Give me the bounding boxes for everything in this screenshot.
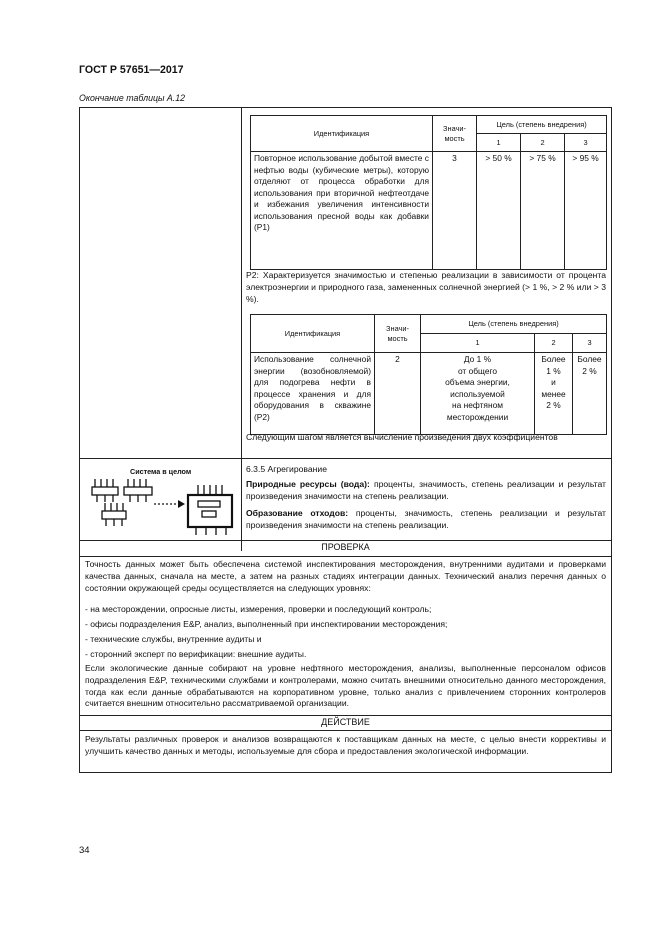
row-identification: Использование солнечной энергии (возобновляемой) для подогрева нефти в процессе хранения и для оборудования в скважине (Р2)	[251, 353, 375, 435]
header-identification: Идентификация	[251, 116, 433, 152]
check-item-1: - на месторождении, опросные листы, измерения, проверки и последующий контроль;	[85, 604, 432, 614]
check-item-3: - технические службы, внутренние аудиты и	[85, 634, 262, 644]
row-identification: Повторное использование добытой вместе с нефтью воды (кубические метры), которую отделяют от процесса обработки для использования при вторичной нефтеотдаче и избежания увеличения интенсивности использования пресной воды как добавки (Р1)	[251, 152, 433, 270]
header-goal-1: 1	[421, 334, 535, 353]
row-divider	[80, 458, 611, 459]
header-goal: Цель (степень внедрения)	[421, 315, 607, 334]
natural-resources-text: проценты, значимость, степень реализации и результат произведения значимости на степень реализации.	[246, 479, 606, 501]
next-step-text: Следующим шагом является вычисление произведения двух коэффициентов	[246, 432, 558, 442]
figure-title: Система в целом	[130, 467, 192, 476]
standard-number: ГОСТ Р 57651—2017	[79, 64, 184, 76]
table-caption: Окончание таблицы А.12	[79, 93, 186, 103]
row-goal-1: > 50 %	[477, 152, 521, 270]
header-significance: Значи- мость	[433, 116, 477, 152]
waste-text: проценты, значимость, степень реализации и результат произведения значимости на степень реализации.	[246, 508, 606, 530]
check-intro: Точность данных может быть обеспечена системой инспектирования месторождения, внутренними аудитами и проверками качества данных, сначала на месте, а затем на разных стадиях интеграции данных. Технический анализ перечня данных о состоянии окружающей среды осуществляется на следующих уровнях:	[85, 559, 606, 593]
check-item-2: - офисы подразделения E&P, анализ, выполненный при инспектировании месторождения;	[85, 619, 448, 629]
waste-paragraph	[246, 508, 606, 532]
aggregation-diagram-icon	[90, 477, 236, 539]
check-title: ПРОВЕРКА	[321, 542, 370, 552]
header-goal-2: 2	[521, 134, 565, 152]
action-text: Результаты различных проверок и анализов возвращаются к поставщикам данных на месте, с целью внести коррективы и улучшить качество данных и методы, используемые для сбора и предоставления экологической информации.	[85, 734, 606, 756]
system-aggregation-figure	[90, 467, 236, 537]
row-goal-3: Более 2 %	[573, 353, 607, 435]
goal-table-2	[250, 314, 607, 435]
aggregation-heading: 6.3.5 Агрегирование	[246, 464, 327, 474]
header-significance: Значи- мость	[375, 315, 421, 353]
row-divider	[80, 730, 611, 731]
header-goal: Цель (степень внедрения)	[477, 116, 607, 134]
header-identification: Идентификация	[251, 315, 375, 353]
row-goal-2: > 75 %	[521, 152, 565, 270]
row-goal-1: До 1 % от общего объема энергии, используемой на нефтяном месторождении	[421, 353, 535, 435]
header-goal-1: 1	[477, 134, 521, 152]
row-significance: 3	[433, 152, 477, 270]
header-goal-3: 3	[565, 134, 607, 152]
row-divider	[80, 556, 611, 557]
page-number: 34	[79, 845, 90, 856]
row-goal-2: Более 1 % и менее 2 %	[535, 353, 573, 435]
p2-description: Р2: Характеризуется значимостью и степенью реализации в зависимости от процента электроэнергии и природного газа, замененных солнечной энергией (> 1 %, > 2 % или > 3 %).	[246, 270, 606, 304]
action-title: ДЕЙСТВИЕ	[321, 717, 370, 727]
waste-label: Образование отходов:	[246, 508, 349, 518]
column-divider	[241, 108, 242, 551]
row-goal-3: > 95 %	[565, 152, 607, 270]
header-goal-3: 3	[573, 334, 607, 353]
natural-resources-paragraph	[246, 479, 606, 503]
header-goal-2: 2	[535, 334, 573, 353]
row-significance: 2	[375, 353, 421, 435]
check-item-4: - сторонний эксперт по верификации: внешние аудиты.	[85, 649, 307, 659]
main-table	[79, 107, 612, 773]
check-conclusion: Если экологические данные собирают на уровне нефтяного месторождения, анализы, выполненные персоналом офисов подразделения E&P, техническими службами и контролерами, можно считать внешними относительно данного месторождения, тогда как если данные обрабатываются на корпоративном уровне, только анализ с привлечением сторонних контролеров считается внешним относительно рассматриваемой организации.	[85, 663, 606, 709]
natural-resources-label: Природные ресурсы (вода):	[246, 479, 370, 489]
goal-table-1	[250, 115, 607, 270]
